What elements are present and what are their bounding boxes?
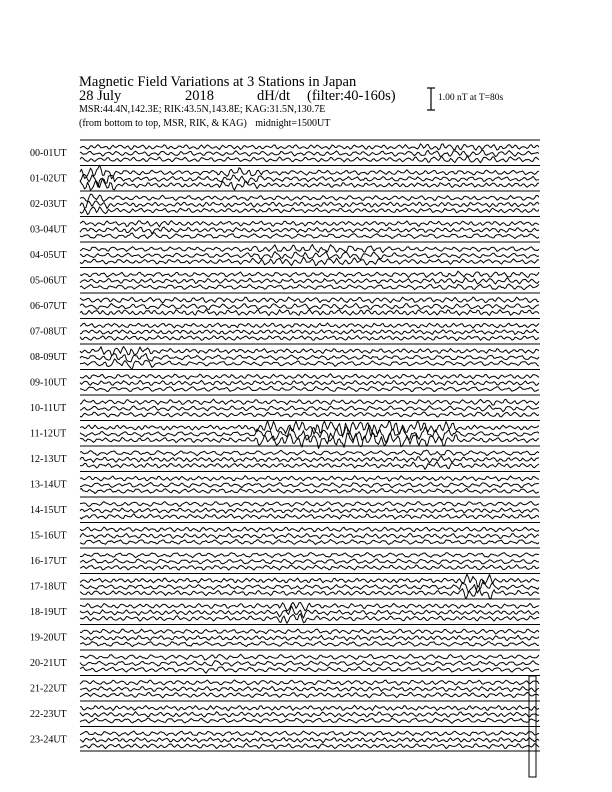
quantity-label: dH/dt [257, 88, 291, 104]
hour-label: 13-14UT [30, 479, 67, 491]
hour-row [30, 370, 540, 392]
hour-label: 01-02UT [30, 173, 67, 185]
trace-kag [80, 553, 539, 558]
trace-msr [80, 514, 539, 519]
trace-rik [80, 150, 539, 157]
date-year: 2018 [185, 88, 214, 104]
trace-msr [80, 284, 539, 290]
hour-row [30, 140, 540, 163]
trace-rik [80, 252, 539, 260]
trace-rik [80, 712, 539, 717]
trace-msr [80, 156, 539, 163]
hour-label: 02-03UT [30, 199, 67, 210]
scale-bar [427, 88, 435, 110]
hour-label: 07-08UT [30, 326, 67, 338]
trace-msr [80, 387, 539, 392]
trace-rik [80, 201, 539, 209]
scale-bar-label: 1.00 nT at T=80s [438, 93, 504, 103]
trace-msr [80, 718, 539, 723]
hour-row [30, 293, 540, 316]
hour-label: 16-17UT [30, 556, 67, 567]
trace-rik [80, 227, 539, 234]
trace-msr [80, 692, 539, 698]
midnight-note: midnight=1500UT [255, 118, 331, 129]
hour-row [30, 523, 540, 545]
trace-rik [80, 533, 539, 538]
hour-row [30, 446, 540, 469]
trace-msr [80, 207, 539, 215]
trace-msr [80, 233, 539, 239]
hour-label: 15-16UT [30, 530, 67, 542]
trace-rik [80, 278, 539, 284]
trace-msr [80, 462, 539, 470]
trace-rik [80, 303, 539, 309]
trace-rik [80, 175, 539, 188]
trace-msr [80, 641, 539, 646]
hour-label: 20-21UT [30, 658, 67, 669]
trace-kag [80, 654, 539, 660]
trace-kag [80, 574, 539, 587]
hour-label: 23-24UT [30, 734, 67, 746]
hour-label: 11-12UT [30, 428, 67, 440]
trace-rik [80, 482, 539, 487]
hour-row [30, 701, 540, 723]
hour-label: 06-07UT [30, 301, 67, 312]
trace-msr [80, 586, 539, 599]
trace-kag [80, 421, 539, 437]
hour-row [30, 268, 540, 290]
hour-label: 05-06UT [30, 275, 67, 287]
filter-label: (filter:40-160s) [307, 88, 396, 104]
trace-kag [80, 297, 539, 303]
trace-rik [80, 661, 539, 667]
hour-label: 17-18UT [30, 581, 67, 593]
trace-rik [80, 380, 539, 385]
hour-row [30, 242, 540, 266]
chart-title: Magnetic Field Variations at 3 Stations in Japan [79, 74, 357, 90]
trace-rik [80, 508, 539, 513]
trace-msr [80, 565, 539, 570]
hour-label: 19-20UT [30, 632, 67, 644]
hour-label: 18-19UT [30, 607, 67, 618]
trace-msr [80, 488, 539, 493]
hour-row [30, 217, 540, 239]
trace-rik [80, 405, 539, 412]
trace-rik [80, 686, 539, 691]
hour-row [30, 497, 540, 519]
hour-label: 10-11UT [30, 403, 67, 414]
hour-label: 09-10UT [30, 377, 67, 389]
trace-rik [80, 354, 539, 362]
trace-kag [80, 527, 539, 532]
hour-row [30, 599, 540, 623]
hour-row [30, 344, 540, 368]
trace-rik [80, 635, 539, 640]
trace-kag [80, 399, 539, 405]
trace-kag [80, 374, 539, 379]
hour-row [30, 574, 540, 599]
trace-kag [80, 323, 539, 328]
hour-row [30, 472, 540, 494]
trace-kag [80, 165, 539, 179]
order-note: (from bottom to top, MSR, RIK, & KAG) [79, 118, 247, 129]
trace-rik [80, 330, 539, 335]
trace-msr [80, 667, 539, 674]
trace-kag [80, 450, 539, 456]
hour-row [30, 676, 540, 698]
trace-msr [80, 614, 539, 624]
trace-kag [80, 347, 539, 356]
trace-msr [80, 336, 539, 341]
hour-row [30, 319, 540, 341]
hour-label: 04-05UT [30, 250, 67, 261]
trace-rik [80, 559, 539, 564]
hour-row [30, 395, 540, 417]
trace-kag [80, 245, 539, 253]
trace-msr [80, 309, 539, 315]
trace-kag [80, 221, 539, 227]
trace-rik [80, 738, 539, 743]
trace-msr [80, 539, 539, 544]
hour-label: 03-04UT [30, 224, 67, 236]
hour-row [30, 650, 540, 673]
hour-label: 08-09UT [30, 352, 67, 363]
hour-label: 14-15UT [30, 505, 67, 516]
trace-kag [80, 194, 539, 202]
trace-rik [80, 456, 539, 463]
trace-kag [80, 705, 539, 710]
trace-kag [80, 502, 539, 507]
hour-row [30, 727, 540, 749]
trace-msr [80, 743, 539, 748]
trace-rik [80, 606, 539, 618]
date-day: 28 July [79, 88, 122, 104]
station-coordinates: MSR:44.4N,142.3E; RIK:43.5N,143.8E; KAG:31.5N,130.7E [79, 104, 326, 115]
hour-label: 00-01UT [30, 148, 67, 159]
trace-kag [80, 476, 539, 482]
hour-row [30, 625, 540, 647]
trace-kag [80, 731, 539, 736]
hour-row [30, 191, 540, 215]
trace-kag [80, 271, 539, 277]
trace-kag [80, 680, 539, 685]
hour-label: 21-22UT [30, 683, 67, 695]
trace-kag [80, 603, 539, 611]
trace-msr [80, 412, 539, 417]
hour-label: 22-23UT [30, 709, 67, 720]
trace-kag [80, 629, 539, 634]
hour-row [30, 548, 540, 570]
hour-label: 12-13UT [30, 454, 67, 465]
trace-kag [80, 144, 539, 150]
hour-row [30, 421, 540, 449]
hour-row [30, 165, 540, 190]
